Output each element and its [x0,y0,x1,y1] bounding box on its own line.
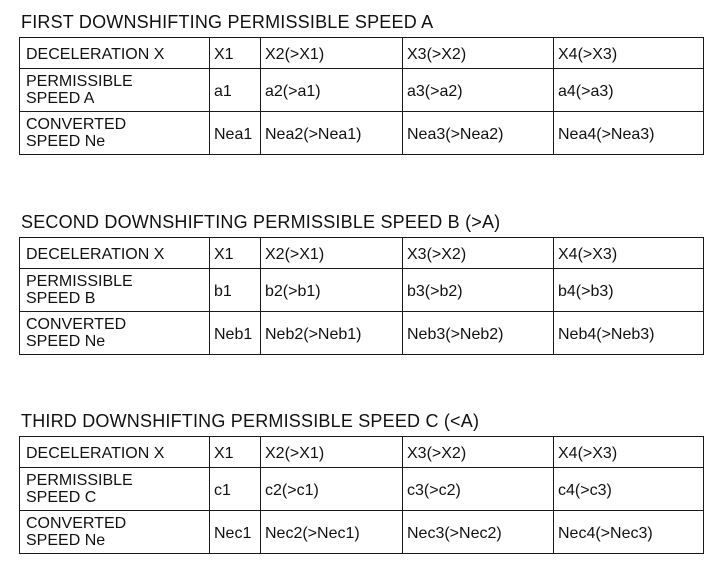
label-line: SPEED Ne [26,133,106,150]
label-line: SPEED B [26,290,96,307]
table-row-converted-speed [20,511,704,554]
table-cell: Nea2(>Nea1) [261,112,403,155]
table-cell: a2(>a1) [261,69,403,112]
row-label-permissible-speed [20,269,210,312]
row-label-converted-speed [20,511,210,554]
table-cell: Nea4(>Nea3) [554,112,704,155]
table-cell: c3(>c2) [403,468,554,511]
table-cell: Neb4(>Neb3) [554,312,704,355]
second-downshift-table [19,237,704,355]
table-cell: Neb3(>Neb2) [403,312,554,355]
first-downshift-table [19,37,704,155]
label-line: PERMISSIBLE [26,273,133,290]
label-line: CONVERTED [26,316,127,333]
label-line: PERMISSIBLE [26,73,133,90]
table-row-permissible-speed [20,468,704,511]
table-cell: Nec1 [210,511,261,554]
label-line: SPEED Ne [26,532,106,549]
table-cell: b1 [210,269,261,312]
header-cell-x3: X3(>X2) [403,437,554,468]
row-label-permissible-speed [20,69,210,112]
header-cell-x3: X3(>X2) [403,238,554,269]
row-label-converted-speed [20,112,210,155]
table-row-deceleration [20,38,704,69]
table-cell: Nec4(>Nec3) [554,511,704,554]
header-cell-x2: X2(>X1) [261,38,403,69]
second-downshift-block [19,209,704,355]
header-cell-x2: X2(>X1) [261,437,403,468]
table-cell: Nea1 [210,112,261,155]
table-row-permissible-speed [20,69,704,112]
table-cell: Nea3(>Nea2) [403,112,554,155]
header-cell-deceleration: DECELERATION X [20,238,210,269]
table-cell: b2(>b1) [261,269,403,312]
header-cell-deceleration: DECELERATION X [20,437,210,468]
table-cell: a4(>a3) [554,69,704,112]
row-label-converted-speed [20,312,210,355]
header-cell-x4: X4(>X3) [554,437,704,468]
label-line: SPEED A [26,90,95,107]
table-row-permissible-speed [20,269,704,312]
table-row-deceleration [20,238,704,269]
header-cell-x2: X2(>X1) [261,238,403,269]
header-cell-x1: X1 [210,238,261,269]
table-title: SECOND DOWNSHIFTING PERMISSIBLE SPEED B (>A) [21,212,501,232]
header-cell-x4: X4(>X3) [554,238,704,269]
header-cell-x3: X3(>X2) [403,38,554,69]
label-line: CONVERTED [26,116,127,133]
label-line: SPEED Ne [26,333,106,350]
header-cell-x4: X4(>X3) [554,38,704,69]
header-cell-x1: X1 [210,437,261,468]
table-cell: Neb1 [210,312,261,355]
header-cell-x1: X1 [210,38,261,69]
table-cell: c1 [210,468,261,511]
table-row-deceleration [20,437,704,468]
header-cell-deceleration: DECELERATION X [20,38,210,69]
table-cell: b3(>b2) [403,269,554,312]
first-downshift-block [19,9,704,155]
row-label-permissible-speed [20,468,210,511]
label-line: SPEED C [26,489,97,506]
table-row-converted-speed [20,312,704,355]
table-cell: b4(>b3) [554,269,704,312]
third-downshift-table [19,436,704,554]
table-title: THIRD DOWNSHIFTING PERMISSIBLE SPEED C (<A) [21,411,480,431]
table-title: FIRST DOWNSHIFTING PERMISSIBLE SPEED A [21,12,434,32]
third-downshift-block [19,408,704,554]
table-cell: c4(>c3) [554,468,704,511]
table-cell: a3(>a2) [403,69,554,112]
table-cell: Nec2(>Nec1) [261,511,403,554]
table-cell: a1 [210,69,261,112]
label-line: PERMISSIBLE [26,472,133,489]
table-cell: Nec3(>Nec2) [403,511,554,554]
table-cell: Neb2(>Neb1) [261,312,403,355]
table-cell: c2(>c1) [261,468,403,511]
label-line: CONVERTED [26,515,127,532]
table-row-converted-speed [20,112,704,155]
